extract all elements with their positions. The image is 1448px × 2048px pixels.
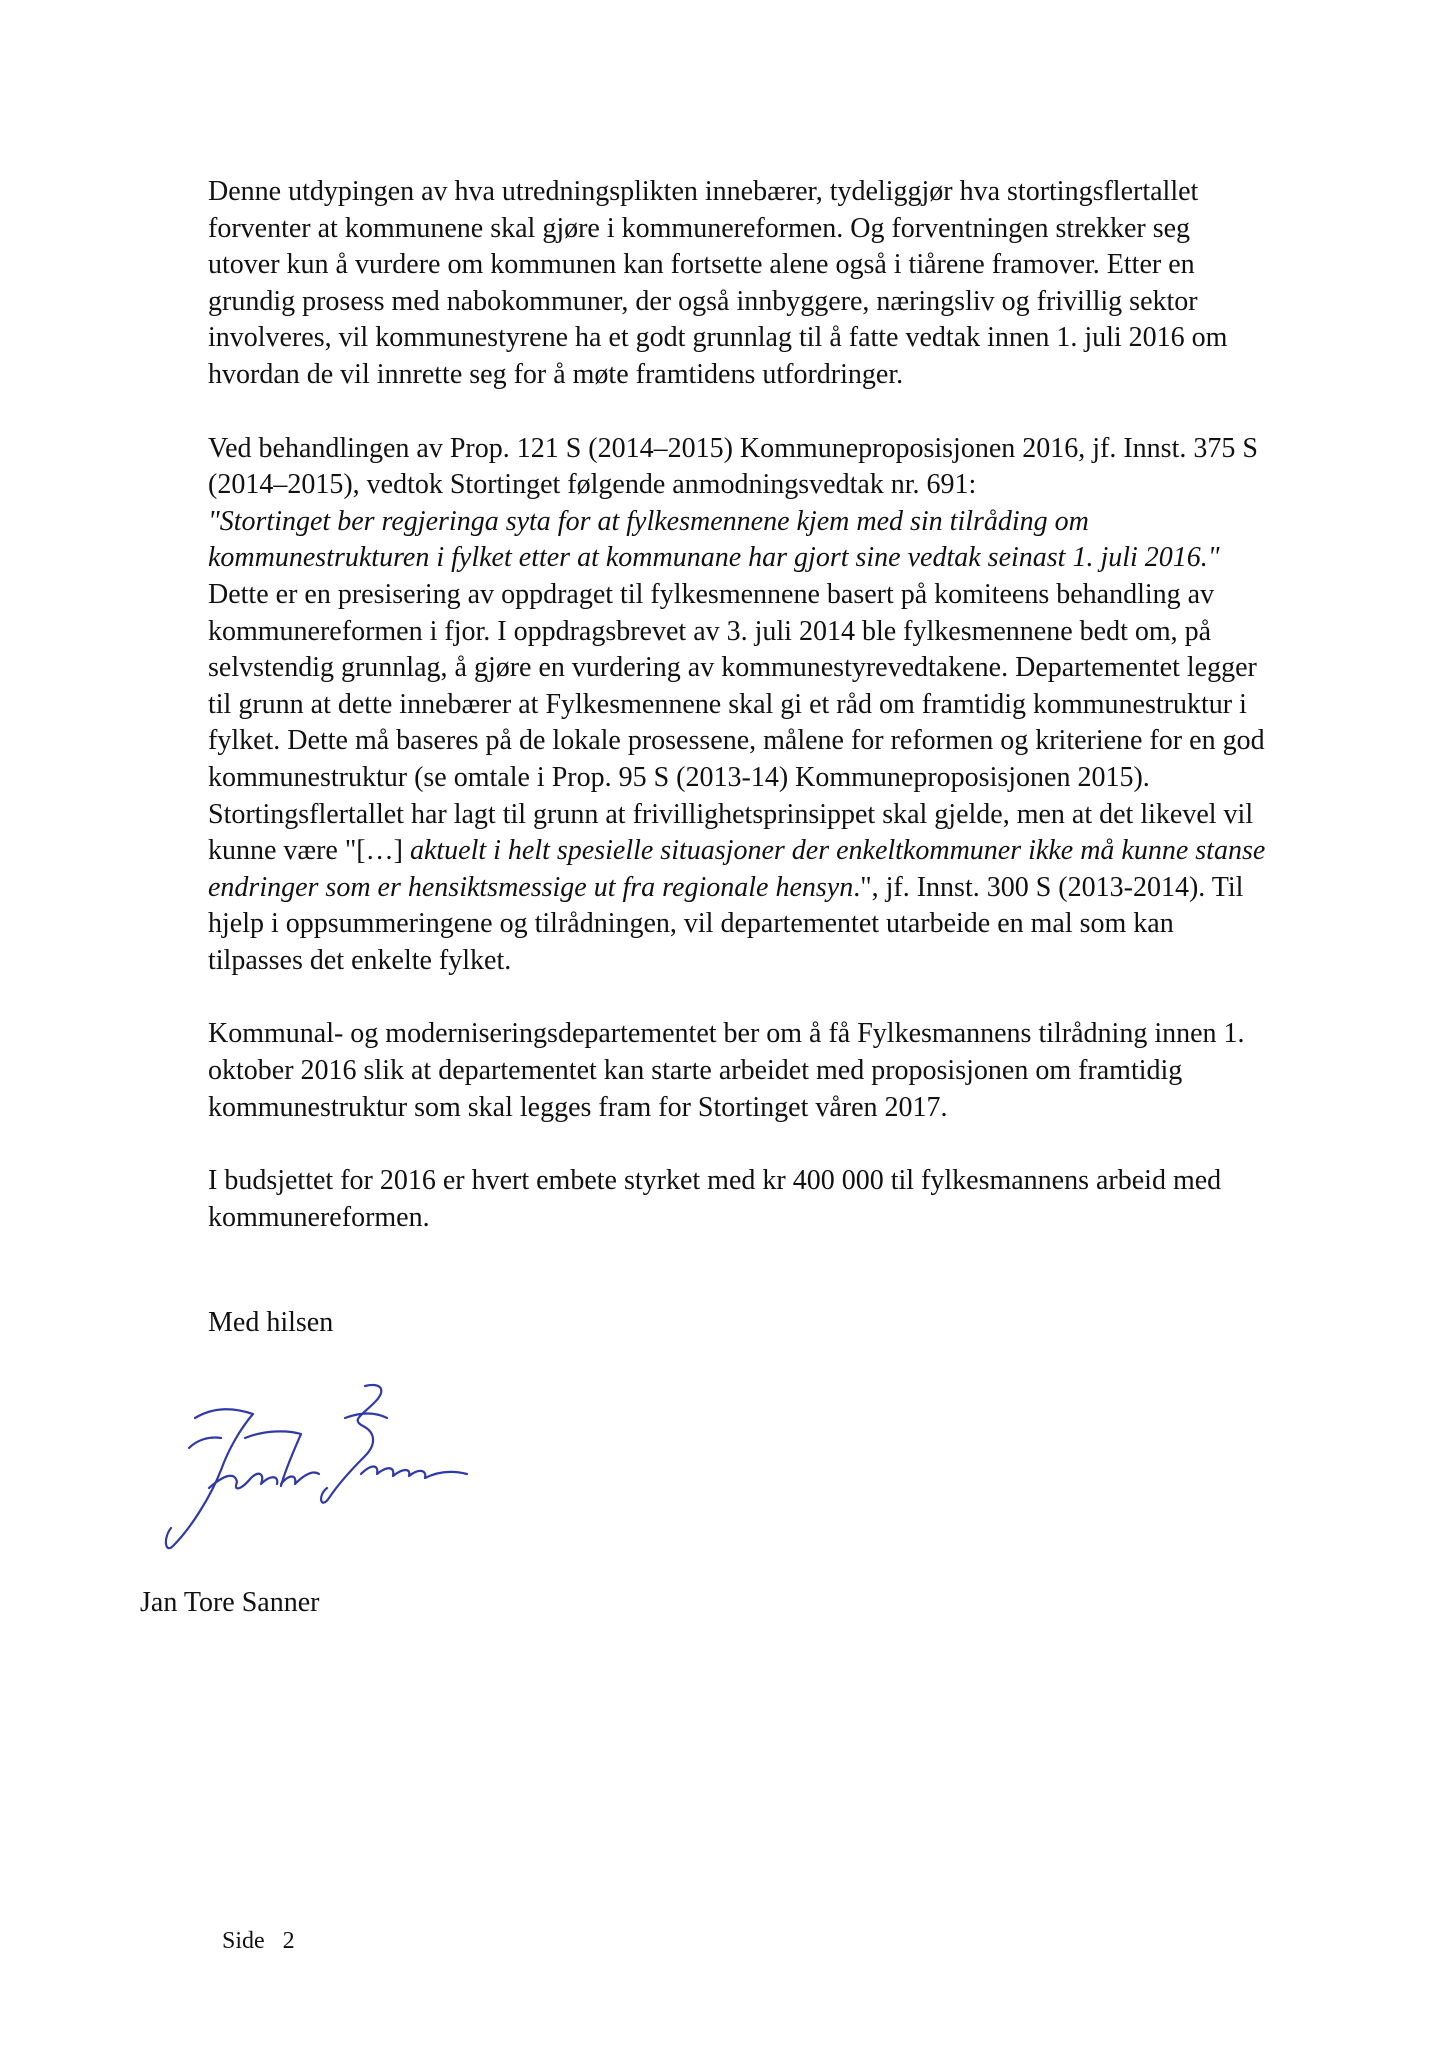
text-line <box>208 797 1308 834</box>
text-segment: oktober 2016 slik at departementet kan starte arbeidet med proposisjonen om framtidig <box>208 1055 1183 1087</box>
text-line <box>208 247 1308 284</box>
text-segment: tilpasses det enkelte fylket. <box>208 944 512 976</box>
text-segment: kommunereformen. <box>208 1201 430 1233</box>
paragraph-gap <box>208 394 1308 431</box>
paragraph <box>208 431 1308 980</box>
italic-text: endringer som er hensiktsmessige ut fra regionale hensyn <box>208 871 854 903</box>
text-segment: kunne være "[…] <box>208 835 410 867</box>
text-segment: hvordan de vil innrette seg for å møte framtidens utfordringer. <box>208 358 904 390</box>
text-line <box>208 284 1308 321</box>
text-line <box>208 1090 1308 1127</box>
text-line <box>208 467 1308 504</box>
text-line <box>208 1163 1308 1200</box>
text-segment: utover kun å vurdere om kommunen kan fortsette alene også i tiårene framover. Etter en <box>208 249 1195 281</box>
paragraph-gap <box>208 979 1308 1016</box>
text-line <box>208 833 1308 870</box>
text-segment: til grunn at dette innebærer at Fylkesmennene skal gi et råd om framtidig kommunestruktur i <box>208 688 1247 720</box>
text-segment: Stortingsflertallet har lagt til grunn at frivillighetsprinsippet skal gjelde, men at det likevel vil <box>208 798 1254 830</box>
text-segment: (2014–2015), vedtok Stortinget følgende anmodningsvedtak nr. 691: <box>208 469 977 501</box>
text-segment: Denne utdypingen av hva utredningsplikten innebærer, tydeliggjør hva stortingsflertallet <box>208 176 1199 207</box>
signature-stroke <box>166 1409 253 1548</box>
text-line <box>208 943 1308 980</box>
page-footer <box>222 1926 295 1956</box>
text-segment: hjelp i oppsummeringene og tilrådningen, vil departementet utarbeide en mal som kan <box>208 908 1174 940</box>
signature-stroke <box>345 1414 387 1419</box>
text-segment: selvstendig grunnlag, å gjøre en vurdering av kommunestyrevedtakene. Departementet legger <box>208 652 1257 684</box>
page-number: 2 <box>282 1928 295 1954</box>
text-line <box>208 211 1308 248</box>
text-line <box>208 540 1308 577</box>
text-segment: Ved behandlingen av Prop. 121 S (2014–2015) Kommuneproposisjonen 2016, jf. Innst. 375 S <box>208 432 1258 464</box>
closing-greeting: Med hilsen <box>208 1307 334 1338</box>
signature-stroke <box>321 1385 381 1503</box>
paragraph <box>208 1016 1308 1126</box>
text-line <box>208 174 1308 211</box>
text-segment: Dette er en presisering av oppdraget til fylkesmennene basert på komiteens behandling av <box>208 578 1215 610</box>
text-segment: Kommunal- og moderniseringsdepartementet ber om å få Fylkesmannens tilrådning innen 1. <box>208 1018 1245 1050</box>
text-line <box>208 760 1308 797</box>
text-line <box>208 504 1308 541</box>
text-segment: kommunereformen i fjor. I oppdragsbrevet av 3. juli 2014 ble fylkesmennene bedt om, på <box>208 615 1212 647</box>
text-line <box>208 614 1308 651</box>
text-line <box>208 723 1308 760</box>
text-segment: kommunestruktur som skal legges fram for Stortinget våren 2017. <box>208 1091 948 1123</box>
text-line <box>208 357 1308 394</box>
text-line <box>208 320 1308 357</box>
text-line <box>208 577 1308 614</box>
italic-text: aktuelt i helt spesielle situasjoner der enkeltkommuner ikke må kunne stanse <box>409 835 1266 867</box>
text-line <box>208 687 1308 724</box>
text-segment: forventer at kommunene skal gjøre i kommunereformen. Og forventningen strekker seg <box>208 212 1191 244</box>
text-segment: fylket. Dette må baseres på de lokale prosessene, målene for reformen og kriteriene for en god <box>208 725 1265 757</box>
signature-stroke <box>281 1472 319 1484</box>
text-line <box>208 870 1308 907</box>
signature-stroke <box>189 1437 221 1448</box>
text-segment: kommunestruktur (se omtale i Prop. 95 S (2013-14) Kommuneproposisjonen 2015). <box>208 761 1150 793</box>
handwritten-signature <box>125 1378 485 1578</box>
page-label: Side <box>222 1928 265 1954</box>
text-line <box>208 906 1308 943</box>
text-line <box>208 1016 1308 1053</box>
paragraph <box>208 174 1308 394</box>
letter-body <box>208 174 1308 1236</box>
text-line <box>208 650 1308 687</box>
italic-text: kommunestrukturen i fylket etter at kommunane har gjort sine vedtak seinast 1. juli 2016." <box>208 542 1220 574</box>
text-line <box>208 1053 1308 1090</box>
text-segment: I budsjettet for 2016 er hvert embete styrket med kr 400 000 til fylkesmannens arbeid med <box>208 1165 1222 1197</box>
paragraph <box>208 1163 1308 1236</box>
text-segment: involveres, vil kommunestyrene ha et godt grunnlag til å fatte vedtak innen 1. juli 2016 om <box>208 322 1228 354</box>
paragraph-gap <box>208 1126 1308 1163</box>
signature-stroke <box>361 1467 467 1479</box>
italic-text: "Stortinget ber regjeringa syta for at fylkesmennene kjem med sin tilråding om <box>208 505 1089 537</box>
signer-name: Jan Tore Sanner <box>140 1587 320 1618</box>
text-segment: .", jf. Innst. 300 S (2013-2014). Til <box>853 871 1244 903</box>
text-segment: grundig prosess med nabokommuner, der også innbyggere, næringsliv og frivillig sektor <box>208 285 1198 317</box>
text-line <box>208 1200 1308 1237</box>
text-line <box>208 431 1308 468</box>
